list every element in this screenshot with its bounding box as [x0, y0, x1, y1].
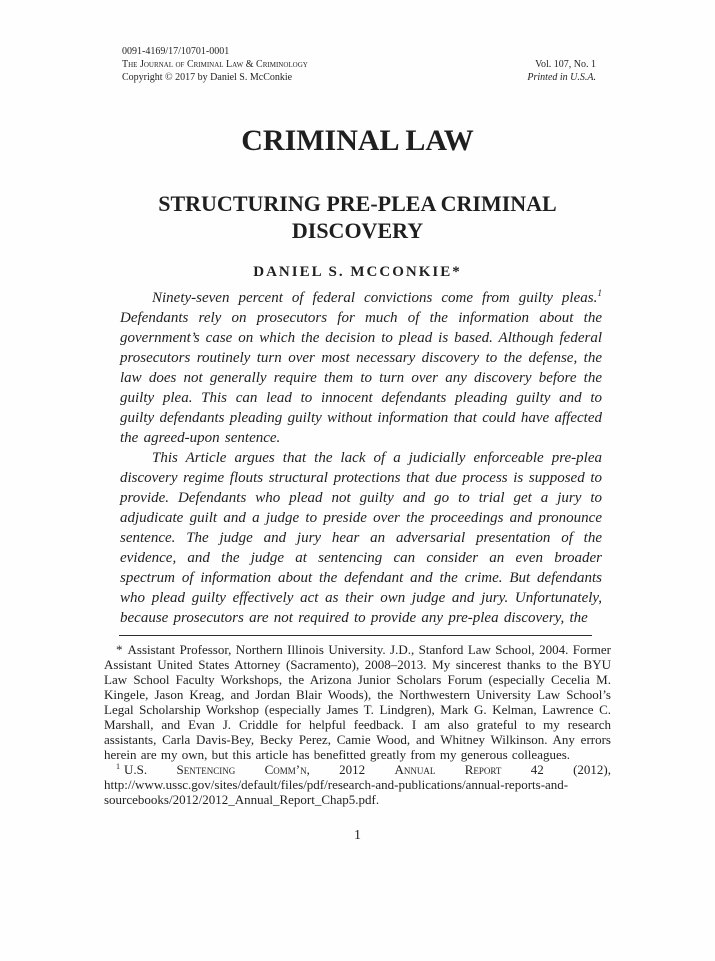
- footnote-star: [104, 642, 611, 762]
- footnote-separator-rule: [119, 635, 592, 636]
- journal-name: The Journal of Criminal Law & Criminology: [122, 59, 308, 70]
- footnote-1: [104, 762, 611, 807]
- header-right: [527, 45, 596, 84]
- footnote-1-source-name: Sentencing Comm’n: [176, 762, 307, 777]
- footnote-star-text: Assistant Professor, Northern Illinois University. J.D., Stanford Law School, 2004. Former Assistant United States Attorney (Sacramento), 2008–2013. My sincerest thanks to the BYU Law School Faculty Workshops, the Arizona Junior Scholars Forum (especially Cecelia M. Kingele, Jason Kreag, and Jordan Blair Woods), the Northwestern University Law School’s Legal Scholarship Workshop (especially James T. Lindgren), Mark G. Kelman, Lawrence C. Marshall, and Evan J. Criddle for helpful feedback. I am also grateful to my research assistants, Carla Davis-Bey, Becky Perez, Camie Wood, and Whitney Wilkinson. Any errors herein are my own, but this article has benefitted greatly from my generous colleagues.: [104, 642, 611, 762]
- text-column: [104, 45, 611, 844]
- footnote-1-text-mid: , 2012: [306, 762, 395, 777]
- footnote-1-report-name: Annual Report: [394, 762, 502, 777]
- abstract-paragraph-1: [120, 288, 602, 448]
- footnote-ref-1: 1: [597, 289, 602, 299]
- footnote-star-marker: *: [116, 642, 123, 657]
- abstract-p1-lead: Ninety-seven percent of federal convictions come from guilty pleas.: [152, 290, 598, 306]
- article-title: [104, 190, 611, 244]
- page-number: 1: [354, 828, 361, 843]
- article-title-line1: STRUCTURING PRE-PLEA CRIMINAL: [158, 191, 557, 216]
- abstract-paragraph-2: This Article argues that the lack of a judicially enforceable pre-plea discovery regime flouts structural protections that due process is supposed to provide. Defendants who plead not guilty and go to trial get a jury to adjudicate guilt and a judge to preside over the proceedings and pronounce sentence. The judge and jury hear an adversarial presentation of the evidence, and the judge at sentencing can consider an even broader spectrum of information about the defendant and the crime. But defendants who plead guilty effectively act as their own judge and jury. Unfortunately, because prosecutors are not required to provide any pre-plea discovery, the: [120, 450, 602, 626]
- issn-code: 0091-4169/17/10701-0001: [122, 46, 230, 57]
- author-name: DANIEL S. MCCONKIE*: [253, 264, 462, 280]
- footnote-1-url: 42 (2012), http://www.ussc.gov/sites/default/files/pdf/research-and-publications/annual-reports-and-sourcebooks/2012/2012_Annual_Report_Chap5.pdf.: [104, 762, 611, 807]
- copyright-line: Copyright © 2017 by Daniel S. McConkie: [122, 72, 293, 83]
- footnote-block: [104, 635, 611, 807]
- page-header: [122, 45, 596, 84]
- printed-in: Printed in U.S.A.: [527, 72, 596, 83]
- abstract-p1-rest: Defendants rely on prosecutors for much of the information about the government’s case on which the decision to plead is based. Although federal prosecutors routinely turn over most necessary discovery to the defense, the law does not generally require them to turn over any discovery before the guilty plea. This can lead to innocent defendants pleading guilty and to guilty defendants pleading guilty without information that could have affected the agreed-upon sentence.: [120, 310, 602, 446]
- article-title-line2: DISCOVERY: [291, 218, 424, 243]
- footnote-1-marker: 1: [116, 761, 121, 771]
- section-title: CRIMINAL LAW: [241, 124, 474, 157]
- footnote-1-text: U.S.: [124, 762, 177, 777]
- volume-number: Vol. 107, No. 1: [535, 59, 596, 70]
- header-left: [122, 45, 308, 84]
- abstract: [120, 288, 602, 628]
